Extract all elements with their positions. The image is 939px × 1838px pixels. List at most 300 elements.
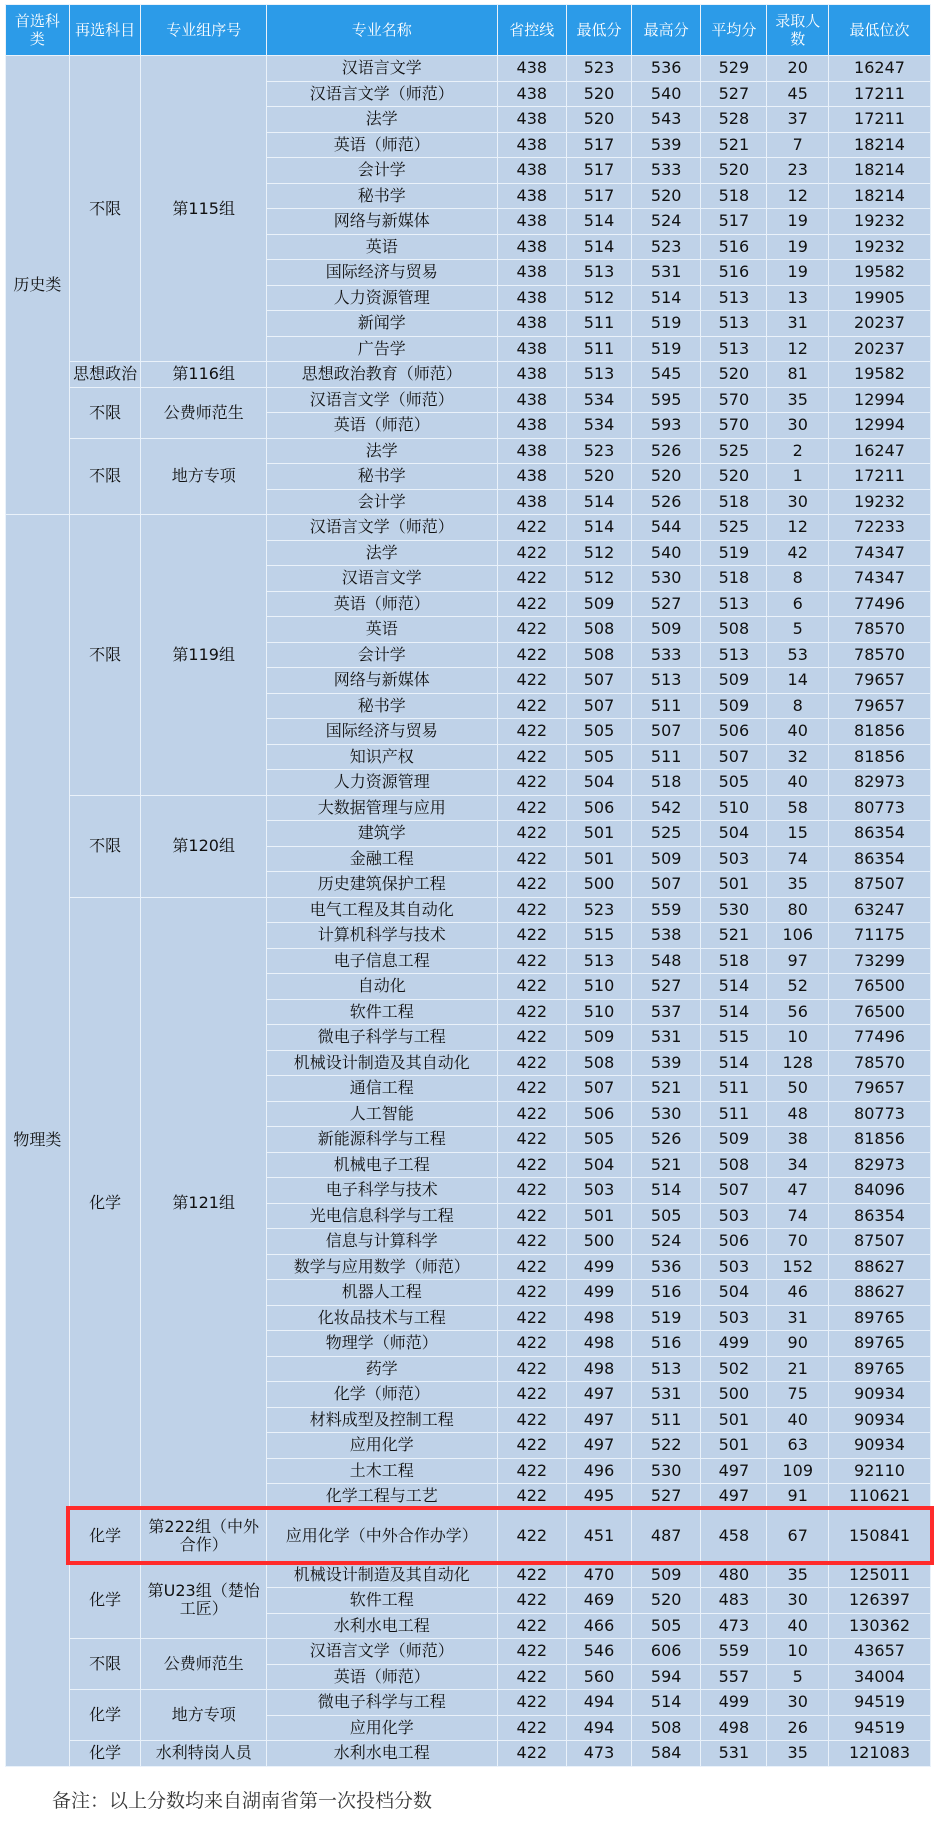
min-score-cell: 517 [567,183,632,209]
min-score-cell: 507 [567,693,632,719]
min-score-cell: 469 [567,1588,632,1614]
min-score-cell: 517 [567,158,632,184]
min-score-cell: 501 [567,821,632,847]
max-score-cell: 606 [631,1639,700,1665]
avg-score-cell: 506 [701,1229,767,1255]
min-score-cell: 546 [567,1639,632,1665]
max-score-cell: 548 [631,948,700,974]
min-score-cell: 511 [567,311,632,337]
control-line-cell: 422 [497,1203,566,1229]
admitted-cell: 128 [767,1050,829,1076]
admitted-cell: 38 [767,1127,829,1153]
admitted-cell: 40 [767,1613,829,1639]
table-row [6,1741,931,1767]
max-score-cell: 514 [631,1178,700,1204]
avg-score-cell: 509 [701,693,767,719]
avg-score-cell: 508 [701,1152,767,1178]
admitted-cell: 7 [767,132,829,158]
avg-score-cell: 570 [701,387,767,413]
control-line-cell: 422 [497,1331,566,1357]
table-row [6,438,931,464]
min-rank-cell: 87507 [829,872,931,898]
control-line-cell: 422 [497,1433,566,1459]
min-score-cell: 517 [567,132,632,158]
max-score-cell: 539 [631,1050,700,1076]
control-line-cell: 422 [497,1076,566,1102]
header-control-line: 省控线 [497,5,566,56]
max-score-cell: 505 [631,1203,700,1229]
group-cell: 第115组 [141,56,266,362]
subject-cell: 化学 [69,897,141,1509]
major-cell: 机器人工程 [266,1280,497,1306]
min-rank-cell: 86354 [829,1203,931,1229]
major-cell: 汉语言文学 [266,56,497,82]
max-score-cell: 516 [631,1280,700,1306]
min-rank-cell: 90934 [829,1407,931,1433]
major-cell: 人力资源管理 [266,770,497,796]
control-line-cell: 422 [497,1484,566,1510]
admitted-cell: 31 [767,311,829,337]
min-score-cell: 497 [567,1407,632,1433]
major-cell: 水利水电工程 [266,1741,497,1767]
major-cell: 应用化学（中外合作办学） [266,1509,497,1562]
min-score-cell: 534 [567,387,632,413]
control-line-cell: 422 [497,540,566,566]
control-line-cell: 422 [497,1356,566,1382]
control-line-cell: 422 [497,1613,566,1639]
max-score-cell: 505 [631,1613,700,1639]
table-row [6,515,931,541]
min-rank-cell: 94519 [829,1690,931,1716]
min-score-cell: 506 [567,1101,632,1127]
admitted-cell: 40 [767,770,829,796]
footnote: 备注：以上分数均来自湖南省第一次投档分数 [52,1790,433,1812]
admitted-cell: 152 [767,1254,829,1280]
control-line-cell: 438 [497,413,566,439]
admitted-cell: 15 [767,821,829,847]
admitted-cell: 46 [767,1280,829,1306]
group-cell: 第U23组（楚怡工匠） [141,1562,266,1639]
header-min-score: 最低分 [567,5,632,56]
admitted-cell: 81 [767,362,829,388]
min-rank-cell: 74347 [829,566,931,592]
admitted-cell: 53 [767,642,829,668]
header-max-score: 最高分 [631,5,700,56]
major-cell: 软件工程 [266,999,497,1025]
max-score-cell: 526 [631,1127,700,1153]
control-line-cell: 422 [497,693,566,719]
max-score-cell: 509 [631,1562,700,1588]
admitted-cell: 97 [767,948,829,974]
min-rank-cell: 17211 [829,81,931,107]
avg-score-cell: 517 [701,209,767,235]
min-score-cell: 512 [567,566,632,592]
major-cell: 数学与应用数学（师范） [266,1254,497,1280]
control-line-cell: 422 [497,744,566,770]
avg-score-cell: 513 [701,285,767,311]
avg-score-cell: 499 [701,1331,767,1357]
min-rank-cell: 78570 [829,617,931,643]
min-score-cell: 514 [567,515,632,541]
max-score-cell: 487 [631,1509,700,1562]
min-score-cell: 513 [567,260,632,286]
max-score-cell: 509 [631,846,700,872]
min-rank-cell: 126397 [829,1588,931,1614]
min-rank-cell: 81856 [829,1127,931,1153]
max-score-cell: 518 [631,770,700,796]
control-line-cell: 422 [497,566,566,592]
min-score-cell: 506 [567,795,632,821]
avg-score-cell: 557 [701,1664,767,1690]
avg-score-cell: 506 [701,719,767,745]
control-line-cell: 422 [497,1382,566,1408]
admitted-cell: 12 [767,336,829,362]
major-cell: 土木工程 [266,1458,497,1484]
min-rank-cell: 76500 [829,974,931,1000]
control-line-cell: 422 [497,795,566,821]
admitted-cell: 35 [767,1741,829,1767]
min-rank-cell: 88627 [829,1254,931,1280]
group-cell: 第116组 [141,362,266,388]
control-line-cell: 422 [497,948,566,974]
min-rank-cell: 18214 [829,158,931,184]
subject-cell: 不限 [69,387,141,438]
admitted-cell: 8 [767,693,829,719]
control-line-cell: 438 [497,234,566,260]
max-score-cell: 531 [631,260,700,286]
min-rank-cell: 71175 [829,923,931,949]
control-line-cell: 438 [497,336,566,362]
header-row [6,5,931,56]
admitted-cell: 10 [767,1025,829,1051]
admitted-cell: 19 [767,209,829,235]
control-line-cell: 422 [497,897,566,923]
group-cell: 地方专项 [141,1690,266,1741]
group-cell: 地方专项 [141,438,266,515]
table-row [6,795,931,821]
control-line-cell: 422 [497,642,566,668]
min-rank-cell: 63247 [829,897,931,923]
admitted-cell: 35 [767,387,829,413]
control-line-cell: 438 [497,183,566,209]
min-rank-cell: 79657 [829,1076,931,1102]
min-score-cell: 507 [567,1076,632,1102]
max-score-cell: 522 [631,1433,700,1459]
min-score-cell: 512 [567,285,632,311]
avg-score-cell: 509 [701,668,767,694]
major-cell: 国际经济与贸易 [266,719,497,745]
table-row [6,1562,931,1588]
min-score-cell: 498 [567,1356,632,1382]
control-line-cell: 422 [497,1664,566,1690]
group-cell: 第222组（中外合作） [141,1509,266,1562]
min-rank-cell: 18214 [829,183,931,209]
table-row [6,56,931,82]
avg-score-cell: 511 [701,1076,767,1102]
admitted-cell: 34 [767,1152,829,1178]
admitted-cell: 75 [767,1382,829,1408]
avg-score-cell: 520 [701,158,767,184]
min-rank-cell: 19582 [829,260,931,286]
major-cell: 应用化学 [266,1433,497,1459]
subject-cell: 化学 [69,1690,141,1741]
admitted-cell: 5 [767,617,829,643]
min-rank-cell: 86354 [829,846,931,872]
control-line-cell: 422 [497,1305,566,1331]
max-score-cell: 514 [631,1690,700,1716]
admitted-cell: 30 [767,489,829,515]
avg-score-cell: 507 [701,744,767,770]
min-score-cell: 505 [567,744,632,770]
min-rank-cell: 34004 [829,1664,931,1690]
control-line-cell: 422 [497,1127,566,1153]
major-cell: 英语 [266,234,497,260]
min-score-cell: 514 [567,234,632,260]
avg-score-cell: 483 [701,1588,767,1614]
subject-cell: 不限 [69,515,141,796]
control-line-cell: 422 [497,1101,566,1127]
admitted-cell: 47 [767,1178,829,1204]
major-cell: 软件工程 [266,1588,497,1614]
avg-score-cell: 518 [701,948,767,974]
table-row [6,897,931,923]
admitted-cell: 6 [767,591,829,617]
avg-score-cell: 514 [701,1050,767,1076]
major-cell: 信息与计算科学 [266,1229,497,1255]
avg-score-cell: 519 [701,540,767,566]
min-score-cell: 513 [567,362,632,388]
major-cell: 汉语言文学（师范） [266,515,497,541]
min-score-cell: 497 [567,1382,632,1408]
min-score-cell: 510 [567,974,632,1000]
max-score-cell: 527 [631,974,700,1000]
admitted-cell: 20 [767,56,829,82]
admitted-cell: 74 [767,846,829,872]
major-cell: 化妆品技术与工程 [266,1305,497,1331]
control-line-cell: 422 [497,1458,566,1484]
max-score-cell: 521 [631,1076,700,1102]
control-line-cell: 438 [497,438,566,464]
min-score-cell: 520 [567,107,632,133]
avg-score-cell: 473 [701,1613,767,1639]
max-score-cell: 533 [631,158,700,184]
subject-cell: 思想政治 [69,362,141,388]
min-score-cell: 514 [567,489,632,515]
avg-score-cell: 499 [701,1690,767,1716]
control-line-cell: 422 [497,719,566,745]
max-score-cell: 524 [631,1229,700,1255]
min-rank-cell: 43657 [829,1639,931,1665]
min-rank-cell: 77496 [829,591,931,617]
major-cell: 汉语言文学 [266,566,497,592]
max-score-cell: 536 [631,56,700,82]
max-score-cell: 520 [631,1588,700,1614]
min-rank-cell: 81856 [829,719,931,745]
min-score-cell: 470 [567,1562,632,1588]
major-cell: 人工智能 [266,1101,497,1127]
control-line-cell: 422 [497,872,566,898]
control-line-cell: 438 [497,489,566,515]
min-score-cell: 508 [567,617,632,643]
admitted-cell: 40 [767,719,829,745]
min-score-cell: 512 [567,540,632,566]
min-score-cell: 511 [567,336,632,362]
admitted-cell: 58 [767,795,829,821]
min-rank-cell: 78570 [829,1050,931,1076]
admitted-cell: 30 [767,1588,829,1614]
min-score-cell: 510 [567,999,632,1025]
header-first-subject: 首选科类 [6,5,70,56]
admitted-cell: 74 [767,1203,829,1229]
major-cell: 微电子科学与工程 [266,1025,497,1051]
min-rank-cell: 12994 [829,413,931,439]
min-score-cell: 494 [567,1690,632,1716]
major-cell: 光电信息科学与工程 [266,1203,497,1229]
avg-score-cell: 513 [701,311,767,337]
avg-score-cell: 504 [701,1280,767,1306]
admitted-cell: 19 [767,260,829,286]
min-score-cell: 496 [567,1458,632,1484]
admitted-cell: 8 [767,566,829,592]
max-score-cell: 511 [631,744,700,770]
admitted-cell: 12 [767,515,829,541]
avg-score-cell: 458 [701,1509,767,1562]
min-rank-cell: 78570 [829,642,931,668]
avg-score-cell: 514 [701,974,767,1000]
avg-score-cell: 510 [701,795,767,821]
min-rank-cell: 19232 [829,489,931,515]
max-score-cell: 524 [631,209,700,235]
min-rank-cell: 19582 [829,362,931,388]
major-cell: 英语（师范） [266,132,497,158]
min-score-cell: 508 [567,642,632,668]
min-score-cell: 503 [567,1178,632,1204]
admitted-cell: 35 [767,872,829,898]
admitted-cell: 35 [767,1562,829,1588]
min-rank-cell: 110621 [829,1484,931,1510]
admitted-cell: 56 [767,999,829,1025]
admitted-cell: 19 [767,234,829,260]
max-score-cell: 519 [631,311,700,337]
table-row [6,1639,931,1665]
table-row [6,1509,931,1562]
major-cell: 知识产权 [266,744,497,770]
avg-score-cell: 521 [701,132,767,158]
control-line-cell: 422 [497,617,566,643]
max-score-cell: 513 [631,668,700,694]
major-cell: 秘书学 [266,693,497,719]
control-line-cell: 422 [497,1280,566,1306]
avg-score-cell: 498 [701,1715,767,1741]
control-line-cell: 422 [497,1741,566,1767]
max-score-cell: 507 [631,719,700,745]
group-cell: 第119组 [141,515,266,796]
max-score-cell: 523 [631,234,700,260]
max-score-cell: 530 [631,1458,700,1484]
control-line-cell: 438 [497,158,566,184]
admitted-cell: 48 [767,1101,829,1127]
max-score-cell: 533 [631,642,700,668]
major-cell: 新闻学 [266,311,497,337]
major-cell: 法学 [266,540,497,566]
admitted-cell: 5 [767,1664,829,1690]
category-cell: 物理类 [6,515,70,1767]
min-rank-cell: 89765 [829,1356,931,1382]
control-line-cell: 438 [497,132,566,158]
control-line-cell: 438 [497,260,566,286]
major-cell: 法学 [266,438,497,464]
control-line-cell: 438 [497,209,566,235]
major-cell: 自动化 [266,974,497,1000]
min-score-cell: 499 [567,1280,632,1306]
admitted-cell: 30 [767,1690,829,1716]
min-rank-cell: 19232 [829,234,931,260]
major-cell: 汉语言文学（师范） [266,81,497,107]
max-score-cell: 543 [631,107,700,133]
major-cell: 机械电子工程 [266,1152,497,1178]
min-score-cell: 466 [567,1613,632,1639]
major-cell: 网络与新媒体 [266,668,497,694]
min-score-cell: 509 [567,591,632,617]
min-score-cell: 498 [567,1331,632,1357]
max-score-cell: 509 [631,617,700,643]
max-score-cell: 537 [631,999,700,1025]
max-score-cell: 521 [631,1152,700,1178]
min-rank-cell: 80773 [829,1101,931,1127]
min-rank-cell: 87507 [829,1229,931,1255]
control-line-cell: 438 [497,107,566,133]
min-rank-cell: 74347 [829,540,931,566]
major-cell: 金融工程 [266,846,497,872]
avg-score-cell: 503 [701,1203,767,1229]
admitted-cell: 30 [767,413,829,439]
control-line-cell: 422 [497,999,566,1025]
major-cell: 机械设计制造及其自动化 [266,1050,497,1076]
avg-score-cell: 505 [701,770,767,796]
admitted-cell: 42 [767,540,829,566]
min-rank-cell: 125011 [829,1562,931,1588]
avg-score-cell: 515 [701,1025,767,1051]
avg-score-cell: 511 [701,1101,767,1127]
min-score-cell: 501 [567,1203,632,1229]
control-line-cell: 422 [497,1588,566,1614]
min-rank-cell: 16247 [829,56,931,82]
min-rank-cell: 90934 [829,1382,931,1408]
min-rank-cell: 81856 [829,744,931,770]
major-cell: 英语 [266,617,497,643]
table-header [6,5,931,56]
max-score-cell: 536 [631,1254,700,1280]
subject-cell: 不限 [69,438,141,515]
min-rank-cell: 17211 [829,107,931,133]
control-line-cell: 438 [497,285,566,311]
min-score-cell: 520 [567,464,632,490]
max-score-cell: 545 [631,362,700,388]
admitted-cell: 31 [767,1305,829,1331]
major-cell: 网络与新媒体 [266,209,497,235]
control-line-cell: 422 [497,1229,566,1255]
subject-cell: 化学 [69,1741,141,1767]
major-cell: 机械设计制造及其自动化 [266,1562,497,1588]
min-score-cell: 523 [567,438,632,464]
min-rank-cell: 12994 [829,387,931,413]
max-score-cell: 595 [631,387,700,413]
admitted-cell: 21 [767,1356,829,1382]
min-score-cell: 509 [567,1025,632,1051]
major-cell: 英语（师范） [266,591,497,617]
avg-score-cell: 501 [701,872,767,898]
admitted-cell: 67 [767,1509,829,1562]
